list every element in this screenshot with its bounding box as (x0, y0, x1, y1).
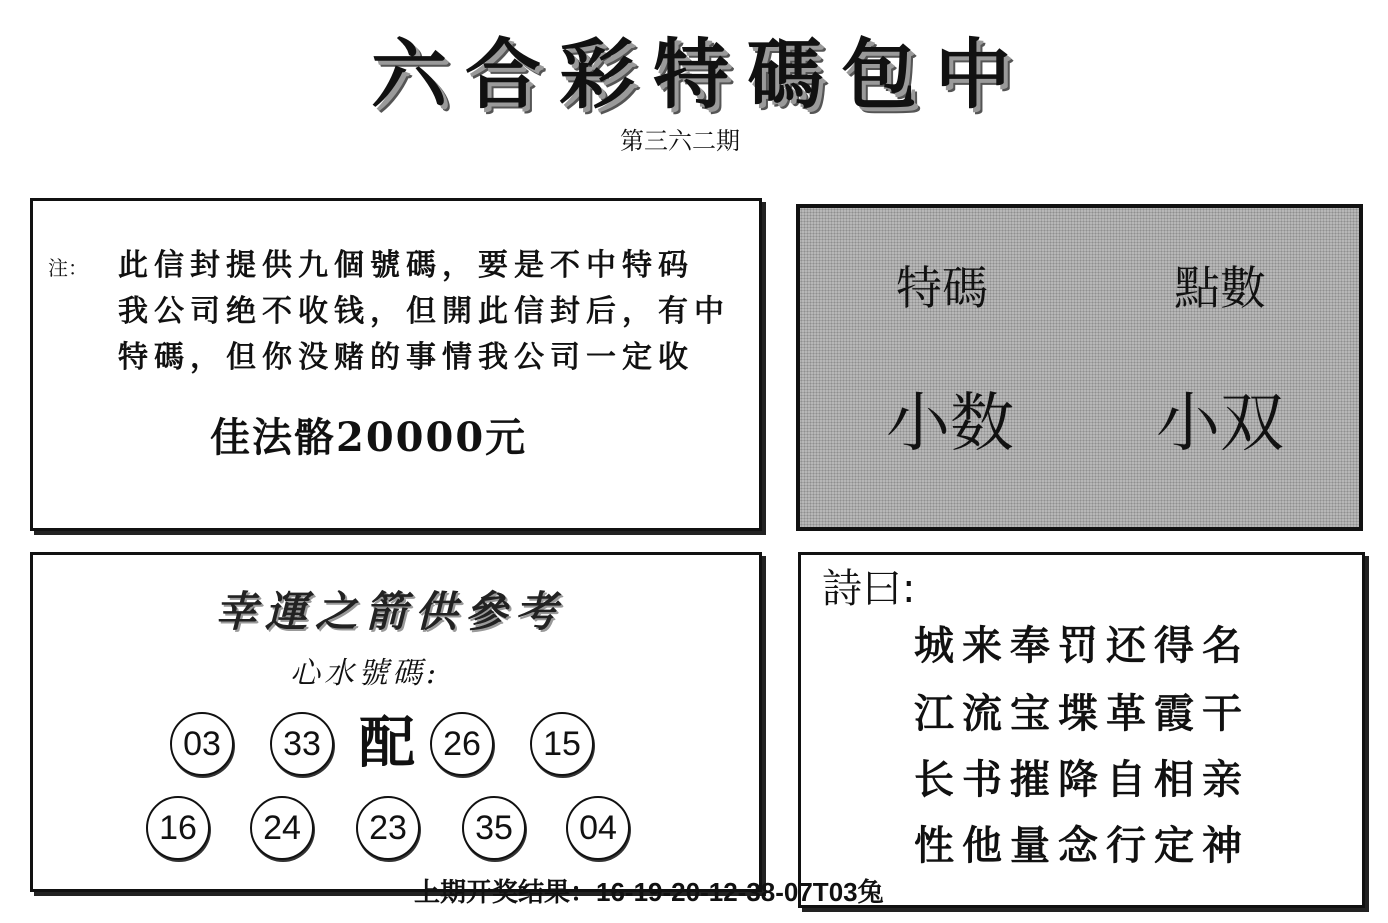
number-ball: 33 (270, 712, 334, 776)
special-head-left: 特碼 (896, 261, 988, 315)
poem-line-2: 江流宝堞革霞干 (914, 690, 1250, 737)
issue-number: 第三六二期 (620, 128, 740, 155)
number-ball: 15 (530, 712, 594, 776)
number-ball: 23 (356, 796, 420, 860)
note-line-1: 此信封提供九個號碼，要是不中特码 (118, 248, 694, 283)
note-line-2: 我公司绝不收钱，但開此信封后，有中 (118, 294, 730, 329)
prize-text: 佳法骼20000元 (210, 414, 528, 461)
pair-label: 配 (359, 710, 415, 776)
special-value-right: 小双 (1156, 387, 1284, 461)
number-ball: 16 (146, 796, 210, 860)
lucky-title: 幸運之箭供參考 (214, 587, 565, 636)
note-label: 注： (48, 256, 88, 280)
number-ball: 26 (430, 712, 494, 776)
poem-line-3: 长书摧降自相亲 (914, 756, 1250, 803)
number-ball: 35 (462, 796, 526, 860)
poem-label: 詩曰: (822, 566, 916, 612)
lucky-subtitle: 心水號碼: (290, 656, 441, 691)
number-ball: 24 (250, 796, 314, 860)
number-ball: 03 (170, 712, 234, 776)
number-ball: 04 (566, 796, 630, 860)
special-value-left: 小数 (886, 387, 1014, 461)
page-title: 六合彩特碼包中 (371, 29, 1029, 119)
special-panel (796, 204, 1363, 531)
special-head-right: 點數 (1174, 261, 1266, 315)
poem-line-4: 性他量念行定神 (914, 822, 1250, 869)
last-result: 上期开奖结果：16-19-20-12-38-07T03兔 (414, 877, 884, 907)
note-line-3: 特碼，但你没赌的事情我公司一定收 (118, 340, 694, 375)
poem-line-1: 城来奉罚还得名 (914, 622, 1250, 669)
